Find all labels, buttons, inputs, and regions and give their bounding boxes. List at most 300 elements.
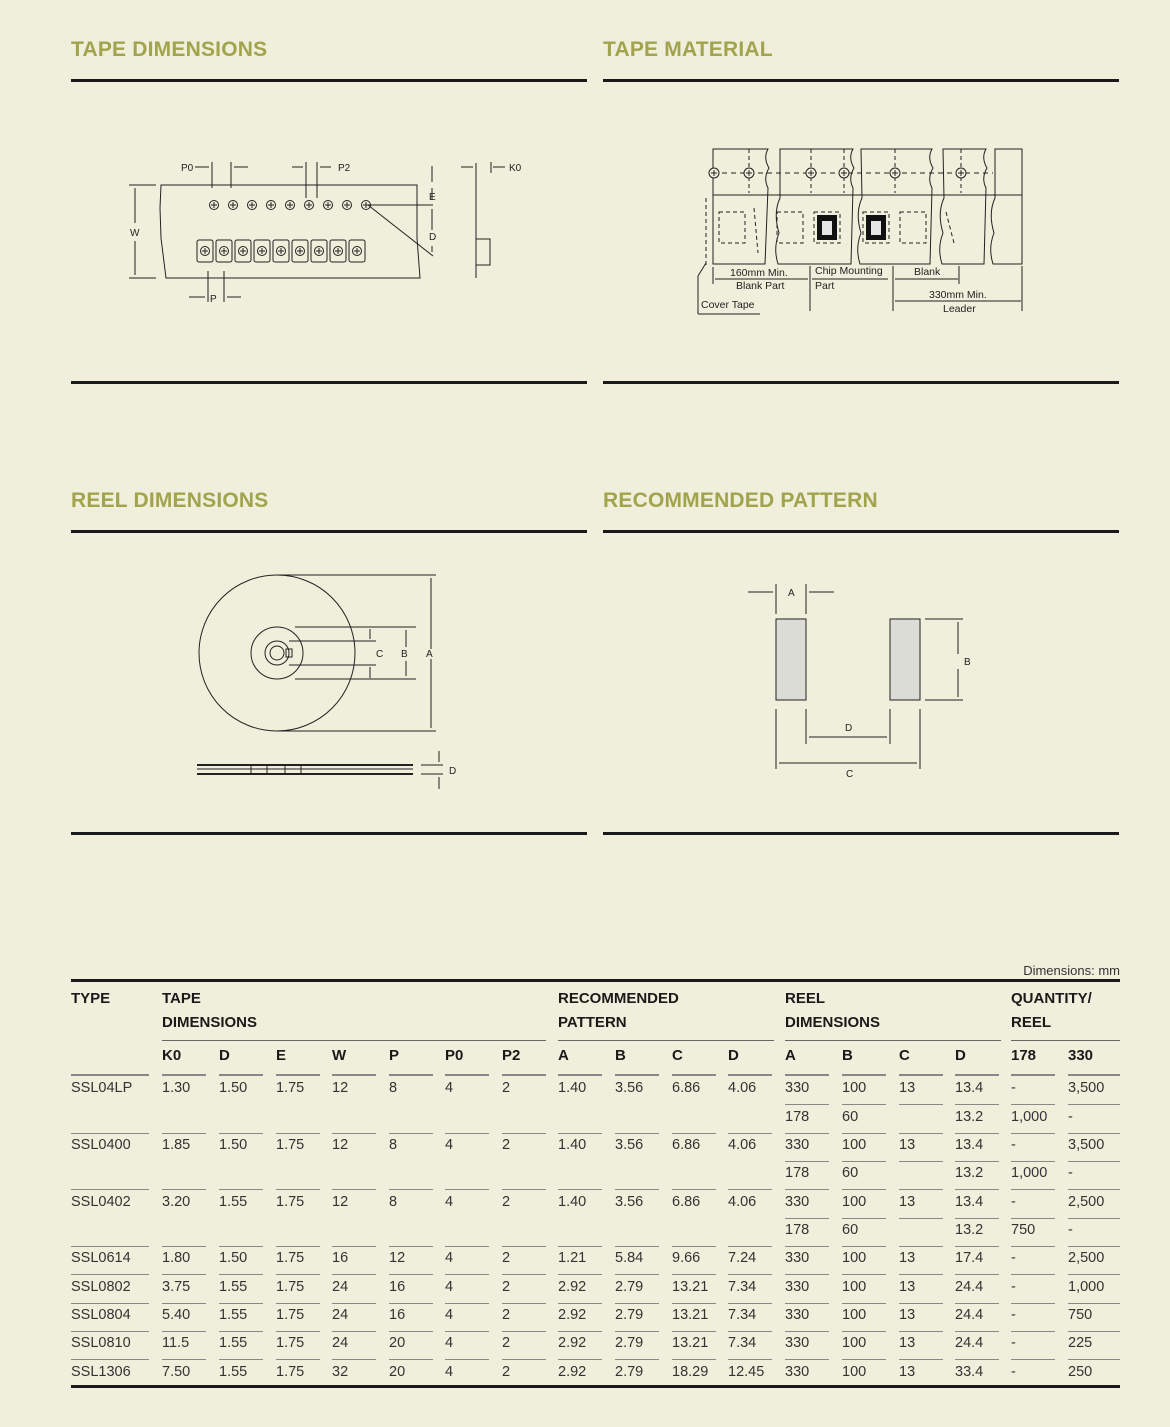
cell-value: 17.4 (955, 1250, 984, 1266)
bottom-rule (71, 832, 587, 835)
cell-value: 7.24 (728, 1250, 757, 1266)
cell-value: 13.21 (672, 1279, 709, 1295)
row-divider (71, 1246, 149, 1247)
row-divider (842, 1104, 886, 1105)
cell-value: 32 (332, 1364, 349, 1380)
row-divider (728, 1331, 772, 1332)
row-divider (502, 1246, 546, 1247)
cell-value: 1.55 (219, 1307, 248, 1323)
cell-value: 13 (899, 1279, 916, 1295)
label-blank-part-1: 160mm Min. (730, 267, 788, 279)
row-divider (276, 1303, 320, 1304)
cell-value: - (1068, 1165, 1073, 1181)
section-tape-material (603, 38, 1119, 388)
row-divider (672, 1359, 716, 1360)
row-divider (445, 1133, 489, 1134)
cell-type: SSL0402 (71, 1194, 131, 1210)
column-header: B (842, 1047, 853, 1064)
row-divider (615, 1331, 659, 1332)
cell-value: 6.86 (672, 1137, 701, 1153)
pad-right (890, 619, 920, 700)
row-divider (785, 1303, 829, 1304)
cell-value: 16 (389, 1307, 406, 1323)
row-divider (672, 1331, 716, 1332)
cell-value: 330 (785, 1307, 810, 1323)
label-b: B (401, 649, 408, 660)
row-divider (162, 1133, 206, 1134)
header-underline (219, 1074, 263, 1076)
reel-diagram (71, 489, 587, 799)
row-divider (785, 1189, 829, 1190)
column-header: C (899, 1047, 910, 1064)
row-divider (955, 1104, 999, 1105)
row-divider (1068, 1161, 1120, 1162)
cell-value: 100 (842, 1250, 867, 1266)
row-divider (558, 1274, 602, 1275)
row-divider (502, 1189, 546, 1190)
cell-value: - (1011, 1080, 1016, 1096)
cell-value: 4 (445, 1250, 454, 1266)
cell-value: - (1011, 1279, 1016, 1295)
group-pattern-1: RECOMMENDED (558, 990, 679, 1007)
row-divider (219, 1331, 263, 1332)
cell-value: 13 (899, 1307, 916, 1323)
cell-value: 225 (1068, 1335, 1093, 1351)
header-underline (728, 1074, 772, 1076)
header-underline (672, 1074, 716, 1076)
row-divider (899, 1246, 943, 1247)
row-divider (71, 1303, 149, 1304)
cell-value: 8 (389, 1194, 398, 1210)
header-underline (558, 1074, 602, 1076)
pattern-diagram (603, 489, 1119, 799)
row-divider (955, 1303, 999, 1304)
cell-type: SSL0802 (71, 1279, 131, 1295)
sprocket-hole (709, 168, 719, 178)
header-underline (502, 1074, 546, 1076)
row-divider (899, 1274, 943, 1275)
cell-value: 1.75 (276, 1250, 305, 1266)
cell-type: SSL1306 (71, 1364, 131, 1380)
row-divider (842, 1161, 886, 1162)
column-header: D (728, 1047, 739, 1064)
cell-value: 1.55 (219, 1335, 248, 1351)
section-title: REEL DIMENSIONS (71, 489, 269, 512)
cell-value: 11.5 (162, 1335, 190, 1351)
cell-value: 13.21 (672, 1307, 709, 1323)
row-divider (785, 1359, 829, 1360)
cell-value: - (1011, 1194, 1016, 1210)
cell-value: 3.20 (162, 1194, 191, 1210)
row-divider (615, 1359, 659, 1360)
cell-value: 1.55 (219, 1279, 248, 1295)
cell-value: 33.4 (955, 1364, 984, 1380)
row-divider (615, 1133, 659, 1134)
row-divider (219, 1303, 263, 1304)
row-divider (899, 1133, 943, 1134)
cell-type: SSL0614 (71, 1250, 131, 1266)
cell-value: 1.40 (558, 1137, 587, 1153)
cell-value: 1.40 (558, 1194, 587, 1210)
cell-value: 18.29 (672, 1364, 709, 1380)
row-divider (615, 1274, 659, 1275)
row-divider (332, 1189, 376, 1190)
row-divider (672, 1274, 716, 1275)
cell-value: 1.75 (276, 1307, 305, 1323)
cell-value: 100 (842, 1137, 867, 1153)
header-underline (332, 1074, 376, 1076)
table-top-rule (71, 979, 1120, 982)
cell-value: 250 (1068, 1364, 1093, 1380)
sprocket-hole (210, 201, 219, 210)
cell-value: 1.50 (219, 1137, 248, 1153)
row-divider (558, 1189, 602, 1190)
sprocket-hole (248, 201, 257, 210)
bottom-rule (71, 381, 587, 384)
row-divider (955, 1331, 999, 1332)
row-divider (1011, 1359, 1055, 1360)
row-divider (502, 1303, 546, 1304)
row-divider (728, 1133, 772, 1134)
cell-type: SSL0804 (71, 1307, 131, 1323)
row-divider (615, 1189, 659, 1190)
row-divider (1068, 1331, 1120, 1332)
column-header: 178 (1011, 1047, 1037, 1064)
row-divider (955, 1189, 999, 1190)
header-underline (162, 1074, 206, 1076)
row-divider (785, 1104, 829, 1105)
group-underline (558, 1040, 774, 1041)
cell-value: 13 (899, 1080, 916, 1096)
row-divider (162, 1274, 206, 1275)
cell-value: - (1068, 1222, 1073, 1238)
row-divider (445, 1303, 489, 1304)
section-tape-dimensions (71, 38, 587, 388)
cell-value: - (1011, 1364, 1016, 1380)
header-underline (1068, 1074, 1120, 1076)
cell-value: 9.66 (672, 1250, 701, 1266)
row-divider (276, 1189, 320, 1190)
row-divider (899, 1161, 943, 1162)
label-blank-part-2: Blank Part (736, 280, 785, 292)
row-divider (955, 1246, 999, 1247)
cell-value: - (1011, 1137, 1016, 1153)
row-divider (1068, 1218, 1120, 1219)
row-divider (558, 1331, 602, 1332)
row-divider (842, 1189, 886, 1190)
row-divider (728, 1359, 772, 1360)
row-divider (558, 1303, 602, 1304)
cell-value: 4 (445, 1335, 454, 1351)
cell-value: 4 (445, 1137, 454, 1153)
tape-pocket (235, 240, 251, 262)
cell-value: 2.92 (558, 1279, 587, 1295)
cell-value: - (1011, 1307, 1016, 1323)
row-divider (1068, 1133, 1120, 1134)
cell-value: 2.79 (615, 1279, 644, 1295)
label-p0: P0 (181, 163, 194, 174)
cell-value: 100 (842, 1307, 867, 1323)
cell-value: 5.40 (162, 1307, 191, 1323)
cell-value: 12 (332, 1137, 349, 1153)
row-divider (615, 1246, 659, 1247)
cell-value: 13.4 (955, 1080, 984, 1096)
column-header: D (219, 1047, 230, 1064)
header-underline (785, 1074, 829, 1076)
cell-value: 13 (899, 1250, 916, 1266)
row-divider (219, 1133, 263, 1134)
section-reel-dimensions (71, 489, 587, 839)
cell-value: 178 (785, 1109, 810, 1125)
row-divider (162, 1359, 206, 1360)
cell-value: 2 (502, 1335, 511, 1351)
row-divider (615, 1303, 659, 1304)
row-divider (71, 1274, 149, 1275)
group-tape-1: TAPE (162, 990, 201, 1007)
tape-dimensions-diagram (71, 38, 587, 338)
column-header: D (955, 1047, 966, 1064)
cell-value: 13 (899, 1335, 916, 1351)
units-note: Dimensions: mm (1023, 963, 1120, 978)
section-title: RECOMMENDED PATTERN (603, 489, 878, 512)
cell-value: 3.56 (615, 1137, 644, 1153)
cell-value: 2.92 (558, 1307, 587, 1323)
cell-value: 20 (389, 1335, 406, 1351)
group-underline (785, 1040, 1001, 1041)
cell-value: 13.2 (955, 1222, 984, 1238)
cell-value: 24.4 (955, 1307, 984, 1323)
cell-value: 2.92 (558, 1335, 587, 1351)
row-divider (672, 1303, 716, 1304)
cell-value: 2.79 (615, 1335, 644, 1351)
sprocket-hole (343, 201, 352, 210)
tape-pocket (197, 240, 213, 262)
row-divider (899, 1189, 943, 1190)
label-leader-2: Leader (943, 303, 976, 315)
cell-value: 12 (389, 1250, 406, 1266)
cell-value: 3.75 (162, 1279, 191, 1295)
cell-value: 24.4 (955, 1279, 984, 1295)
cell-value: 750 (1011, 1222, 1036, 1238)
column-header: W (332, 1047, 347, 1064)
row-divider (1011, 1218, 1055, 1219)
row-divider (1068, 1189, 1120, 1190)
cell-value: 60 (842, 1109, 859, 1125)
cell-value: 16 (332, 1250, 349, 1266)
cell-value: 1.55 (219, 1194, 248, 1210)
cell-value: 13.2 (955, 1109, 984, 1125)
label-leader-1: 330mm Min. (929, 289, 987, 301)
label-e: E (429, 192, 436, 203)
row-divider (71, 1189, 149, 1190)
cell-value: 12 (332, 1194, 349, 1210)
column-header: A (785, 1047, 796, 1064)
row-divider (332, 1303, 376, 1304)
cell-value: 330 (785, 1335, 810, 1351)
label-chip-part: Part (815, 280, 835, 292)
group-reel-1: REEL (785, 990, 826, 1007)
header-underline (955, 1074, 999, 1076)
sprocket-hole (806, 168, 816, 178)
cell-value: 1.21 (558, 1250, 587, 1266)
row-divider (1011, 1246, 1055, 1247)
cell-value: - (1011, 1335, 1016, 1351)
tape-pocket (292, 240, 308, 262)
cell-value: 330 (785, 1194, 810, 1210)
row-divider (1068, 1104, 1120, 1105)
row-divider (219, 1246, 263, 1247)
row-divider (332, 1246, 376, 1247)
row-divider (899, 1331, 943, 1332)
cell-value: 100 (842, 1335, 867, 1351)
row-divider (672, 1189, 716, 1190)
cell-value: 7.34 (728, 1335, 757, 1351)
row-divider (219, 1359, 263, 1360)
cell-value: 13.21 (672, 1335, 709, 1351)
row-divider (899, 1303, 943, 1304)
cell-value: 16 (389, 1279, 406, 1295)
bottom-rule (603, 832, 1119, 835)
sprocket-hole (744, 168, 754, 178)
column-header: P (389, 1047, 400, 1064)
label-p: P (210, 294, 217, 305)
cell-value: 4 (445, 1194, 454, 1210)
column-header: P0 (445, 1047, 464, 1064)
cell-value: 13 (899, 1364, 916, 1380)
header-underline (1011, 1074, 1055, 1076)
row-divider (276, 1246, 320, 1247)
row-divider (389, 1331, 433, 1332)
cell-value: 2.79 (615, 1364, 644, 1380)
row-divider (502, 1274, 546, 1275)
row-divider (785, 1161, 829, 1162)
cell-value: 4.06 (728, 1194, 757, 1210)
row-divider (445, 1274, 489, 1275)
row-divider (445, 1359, 489, 1360)
cell-value: 24.4 (955, 1335, 984, 1351)
row-divider (785, 1274, 829, 1275)
cell-value: 13.2 (955, 1165, 984, 1181)
group-qty-2: REEL (1011, 1014, 1052, 1031)
cell-value: 100 (842, 1080, 867, 1096)
cell-value: 4.06 (728, 1137, 757, 1153)
row-divider (785, 1246, 829, 1247)
cell-value: 13.4 (955, 1137, 984, 1153)
label-blank: Blank (914, 266, 941, 278)
cell-value: - (1068, 1109, 1073, 1125)
row-divider (955, 1274, 999, 1275)
cell-value: 2,500 (1068, 1194, 1105, 1210)
row-divider (71, 1359, 149, 1360)
group-underline (162, 1040, 546, 1041)
row-divider (1011, 1303, 1055, 1304)
row-divider (1011, 1331, 1055, 1332)
cell-value: 5.84 (615, 1250, 644, 1266)
cell-value: 13 (899, 1194, 916, 1210)
cell-value: 12 (332, 1080, 349, 1096)
table-bottom-rule (71, 1385, 1120, 1388)
cell-value: 2 (502, 1080, 511, 1096)
row-divider (955, 1133, 999, 1134)
row-divider (1068, 1274, 1120, 1275)
label-d: D (429, 232, 437, 243)
cell-value: 1.40 (558, 1080, 587, 1096)
cell-value: 3.56 (615, 1080, 644, 1096)
cell-value: 1.75 (276, 1137, 305, 1153)
row-divider (1011, 1189, 1055, 1190)
row-divider (728, 1189, 772, 1190)
tape-pocket (216, 240, 232, 262)
cell-value: 7.50 (162, 1364, 191, 1380)
cell-value: 4 (445, 1080, 454, 1096)
tape-pocket (349, 240, 365, 262)
row-divider (899, 1359, 943, 1360)
row-divider (332, 1331, 376, 1332)
cell-value: 1.75 (276, 1194, 305, 1210)
label-d: D (845, 723, 853, 734)
row-divider (219, 1274, 263, 1275)
cell-value: 330 (785, 1279, 810, 1295)
row-divider (332, 1359, 376, 1360)
label-c: C (376, 649, 384, 660)
row-divider (955, 1218, 999, 1219)
row-divider (389, 1274, 433, 1275)
row-divider (389, 1189, 433, 1190)
group-qty-1: QUANTITY/ (1011, 990, 1092, 1007)
cell-value: 6.86 (672, 1194, 701, 1210)
row-divider (276, 1274, 320, 1275)
sprocket-hole (267, 201, 276, 210)
label-k0: K0 (509, 163, 522, 174)
tape-material-diagram (603, 38, 1119, 338)
row-divider (1068, 1303, 1120, 1304)
bottom-rule (603, 381, 1119, 384)
cell-value: 2 (502, 1194, 511, 1210)
row-divider (558, 1133, 602, 1134)
section-title: TAPE DIMENSIONS (71, 38, 268, 61)
row-divider (71, 1133, 149, 1134)
row-divider (1011, 1133, 1055, 1134)
cell-value: 330 (785, 1137, 810, 1153)
cell-value: 2 (502, 1279, 511, 1295)
header-underline (899, 1074, 943, 1076)
row-divider (899, 1218, 943, 1219)
row-divider (162, 1189, 206, 1190)
row-divider (955, 1359, 999, 1360)
cell-value: 2 (502, 1364, 511, 1380)
row-divider (955, 1161, 999, 1162)
cell-value: 7.34 (728, 1279, 757, 1295)
row-divider (1068, 1359, 1120, 1360)
cell-value: 4.06 (728, 1080, 757, 1096)
pad-left (776, 619, 806, 700)
cell-value: 100 (842, 1194, 867, 1210)
sprocket-hole (839, 168, 849, 178)
row-divider (445, 1246, 489, 1247)
row-divider (672, 1246, 716, 1247)
cell-value: 2.79 (615, 1307, 644, 1323)
cell-value: 330 (785, 1364, 810, 1380)
cell-value: 4 (445, 1307, 454, 1323)
sprocket-hole (890, 168, 900, 178)
row-divider (502, 1331, 546, 1332)
cell-value: 1.75 (276, 1279, 305, 1295)
row-divider (389, 1303, 433, 1304)
cell-value: 24 (332, 1279, 349, 1295)
tape-pocket (273, 240, 289, 262)
row-divider (71, 1331, 149, 1332)
row-divider (332, 1274, 376, 1275)
